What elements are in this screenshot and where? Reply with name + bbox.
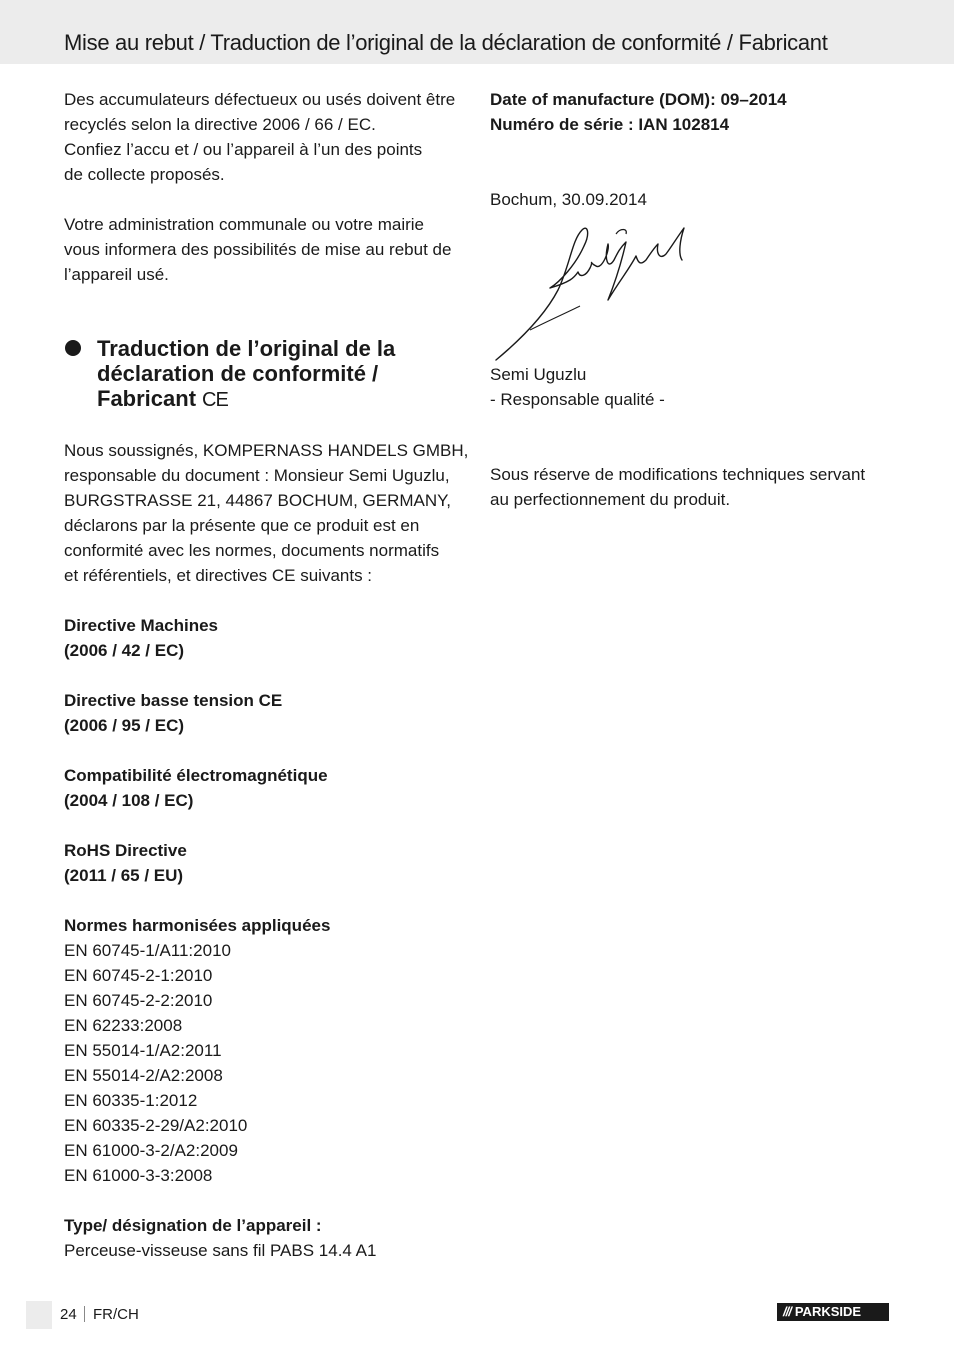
signature-image	[490, 220, 710, 370]
text-line: Votre administration communale ou votre mairie	[64, 215, 424, 234]
standard-item: EN 55014-2/A2:2008	[64, 1066, 223, 1085]
text-line: conformité avec les normes, documents normatifs	[64, 541, 440, 560]
directive-machines	[64, 613, 469, 663]
text-line: l’appareil usé.	[64, 265, 169, 284]
disposal-paragraph-1	[64, 87, 469, 187]
text-line: responsable du document : Monsieur Semi Uguzlu,	[64, 466, 450, 485]
left-column	[64, 87, 469, 1263]
brand-name: PARKSIDE	[794, 1304, 862, 1319]
standard-item: EN 60335-2-29/A2:2010	[64, 1116, 248, 1135]
standard-item: EN 61000-3-2/A2:2009	[64, 1141, 238, 1160]
disposal-paragraph-2	[64, 212, 469, 287]
signer-name: Semi Uguzlu	[490, 365, 587, 384]
text-line: Nous soussignés, KOMPERNASS HANDELS GMBH,	[64, 441, 469, 460]
standard-item: EN 61000-3-3:2008	[64, 1166, 213, 1185]
device-type-value: Perceuse-visseuse sans fil PABS 14.4 A1	[64, 1241, 377, 1260]
text-line: et référentiels, et directives CE suivants :	[64, 566, 373, 585]
directive-name: Directive basse tension CE	[64, 691, 283, 710]
ce-mark-icon: CE	[202, 389, 228, 411]
standard-item: EN 62233:2008	[64, 1016, 183, 1035]
directive-name: Compatibilité électromagnétique	[64, 766, 328, 785]
device-type-block	[64, 1213, 469, 1263]
directive-code: (2006 / 95 / EC)	[64, 716, 185, 735]
directive-low-voltage	[64, 688, 469, 738]
page-number: 24	[60, 1306, 77, 1323]
standard-item: EN 60745-1/A11:2010	[64, 941, 231, 960]
heading-line: déclaration de conformité /	[97, 361, 379, 386]
footer-marker	[26, 1301, 52, 1329]
text-line: BURGSTRASSE 21, 44867 BOCHUM, GERMANY,	[64, 491, 452, 510]
place-date: Bochum, 30.09.2014	[490, 190, 647, 209]
section-heading	[64, 336, 469, 413]
text-line: déclarons par la présente que ce produit est en	[64, 516, 420, 535]
device-type-heading: Type/ désignation de l’appareil :	[64, 1216, 322, 1235]
text-line: recyclés selon la directive 2006 / 66 / EC.	[64, 115, 376, 134]
standards-block	[64, 913, 469, 1188]
declaration-paragraph	[64, 438, 469, 588]
directive-rohs	[64, 838, 469, 888]
directive-emc	[64, 763, 469, 813]
directive-code: (2011 / 65 / EU)	[64, 866, 184, 885]
signer-role: - Responsable qualité -	[490, 390, 665, 409]
footer-divider	[84, 1306, 85, 1322]
disclaimer-paragraph	[490, 462, 890, 512]
directive-name: RoHS Directive	[64, 841, 187, 860]
text-line: Des accumulateurs défectueux ou usés doivent être	[64, 90, 456, 109]
standard-item: EN 55014-1/A2:2011	[64, 1041, 222, 1060]
heading-line: Traduction de l’original de la	[97, 336, 396, 361]
text-line: de collecte proposés.	[64, 165, 225, 184]
serial-number: Numéro de série : IAN 102814	[490, 115, 730, 134]
heading-line: Fabricant	[97, 386, 197, 411]
standard-item: EN 60745-2-1:2010	[64, 966, 213, 985]
text-line: Confiez l’accu et / ou l’appareil à l’un des points	[64, 140, 423, 159]
directive-name: Directive Machines	[64, 616, 219, 635]
page-title: Mise au rebut / Traduction de l’original de la déclaration de conformité / Fabricant	[64, 30, 828, 55]
directive-code: (2006 / 42 / EC)	[64, 641, 185, 660]
brand-stripes-icon: ///	[783, 1304, 791, 1319]
standard-item: EN 60335-1:2012	[64, 1091, 198, 1110]
manufacture-info	[490, 87, 890, 137]
text-line: vous informera des possibilités de mise au rebut de	[64, 240, 452, 259]
parkside-logo	[777, 1303, 889, 1321]
locale-label: FR/CH	[93, 1306, 139, 1323]
standards-heading: Normes harmonisées appliquées	[64, 916, 331, 935]
bullet-icon	[65, 340, 81, 356]
text-line: Sous réserve de modifications techniques servant	[490, 465, 866, 484]
text-line: au perfectionnement du produit.	[490, 490, 731, 509]
standard-item: EN 60745-2-2:2010	[64, 991, 213, 1010]
directive-code: (2004 / 108 / EC)	[64, 791, 194, 810]
date-of-manufacture: Date of manufacture (DOM): 09–2014	[490, 90, 787, 109]
